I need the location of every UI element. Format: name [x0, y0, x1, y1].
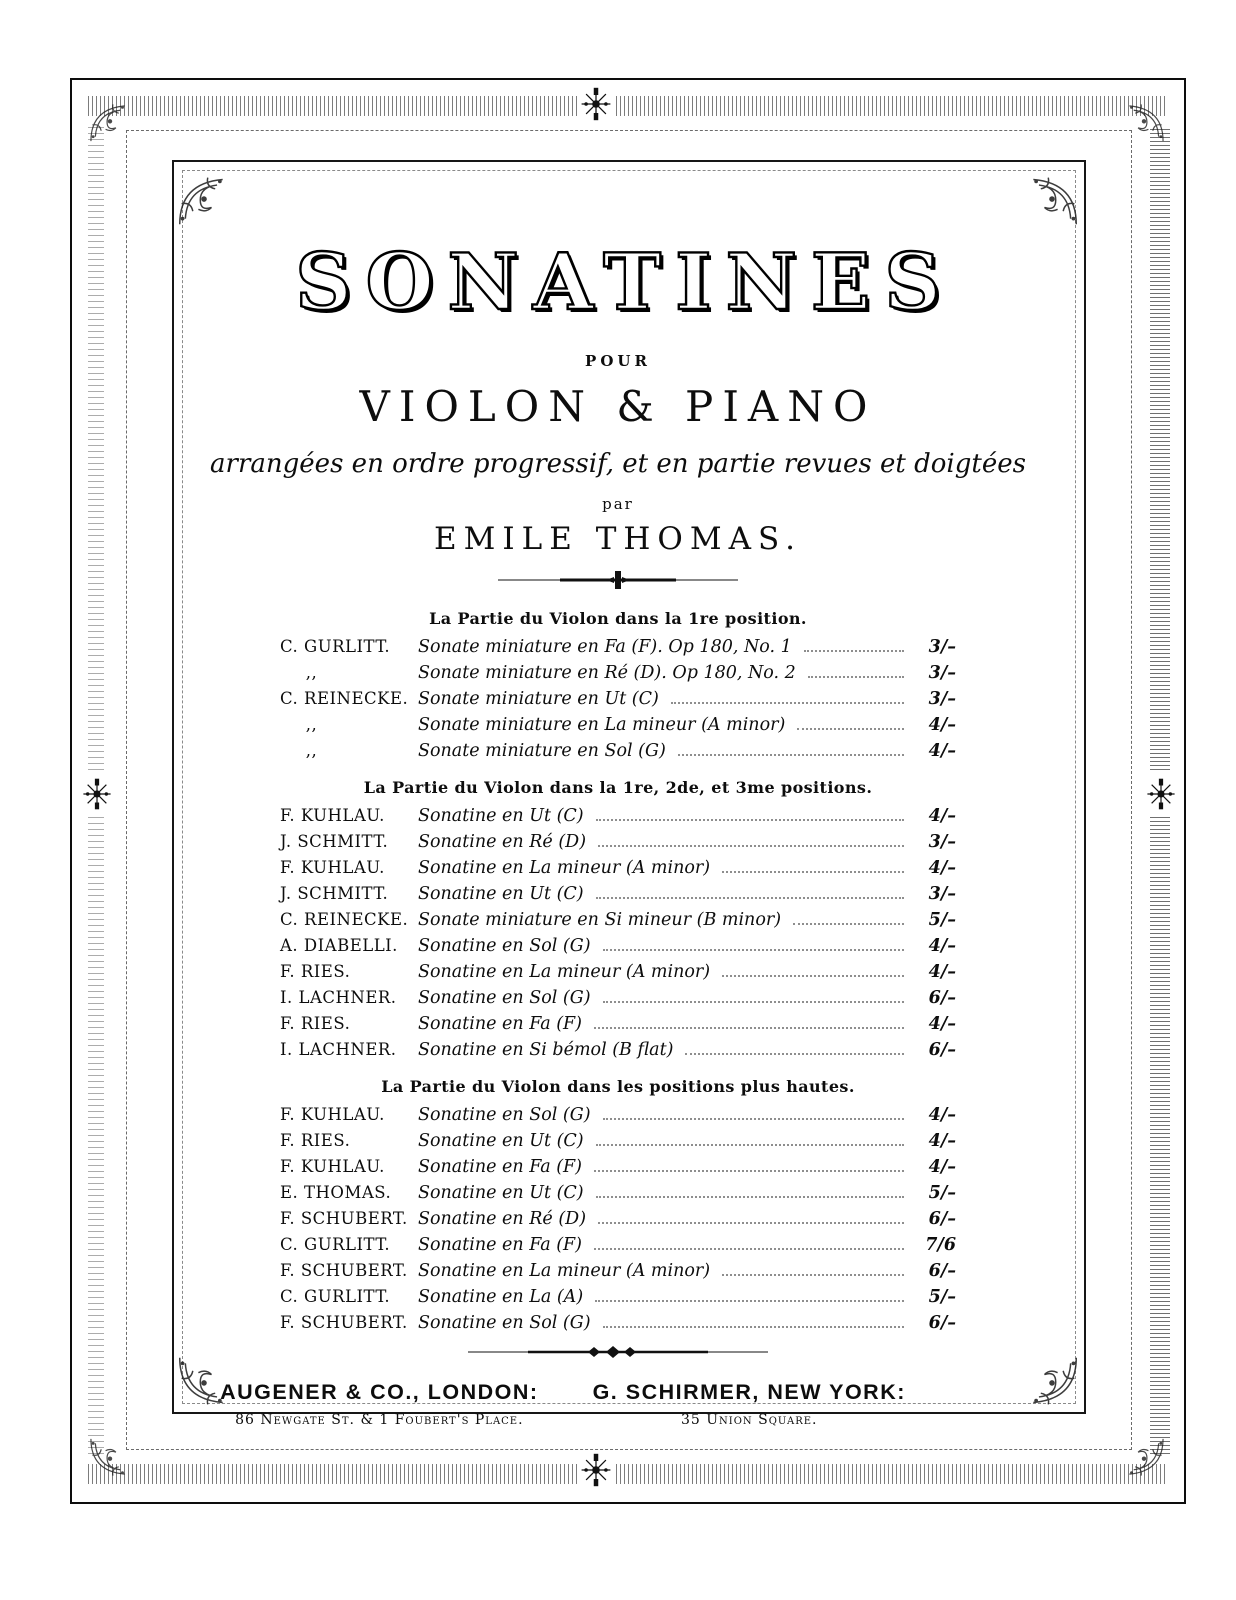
composer-name: F. KUHLAU. — [280, 1157, 385, 1176]
work-title: Sonatine en Ré (D) — [418, 1209, 587, 1229]
publisher-london — [220, 1380, 538, 1428]
price: 3/– — [928, 884, 956, 904]
work-title: Sonatine en La mineur (A minor) — [418, 962, 711, 982]
dotted-leader — [804, 650, 904, 652]
dotted-leader — [722, 975, 904, 977]
composer-name: C. GURLITT. — [280, 1287, 391, 1306]
dotted-leader — [722, 871, 904, 873]
publisher-name: G. SCHIRMER, NEW YORK: — [592, 1380, 906, 1404]
subtitle: arrangées en ordre progressif, et en partie revues et doigtées — [210, 449, 1026, 479]
composer-name: E. THOMAS. — [280, 1183, 392, 1202]
catalog-row — [280, 686, 956, 712]
price: 4/– — [928, 936, 956, 956]
price: 5/– — [928, 1287, 956, 1307]
dotted-leader — [678, 754, 904, 756]
composer-name: F. SCHUBERT. — [280, 1261, 408, 1280]
work-title: Sonate miniature en Fa (F). Op 180, No. 1 — [418, 637, 792, 657]
composer-name: J. SCHMITT. — [280, 884, 389, 903]
dotted-leader — [594, 1248, 904, 1250]
catalog-row — [280, 1102, 956, 1128]
starburst-ornament-icon — [578, 1452, 614, 1488]
work-title: Sonatine en Si bémol (B flat) — [418, 1040, 674, 1060]
catalog-row — [280, 1206, 956, 1232]
arranger-name: EMILE THOMAS. — [434, 521, 802, 557]
dotted-leader — [594, 1170, 904, 1172]
work-title: Sonatine en Fa (F) — [418, 1235, 582, 1255]
catalog-row — [280, 1037, 956, 1063]
catalog-row — [280, 907, 956, 933]
catalog-row — [280, 881, 956, 907]
composer-name: I. LACHNER. — [280, 1040, 397, 1059]
dotted-leader — [793, 923, 904, 925]
starburst-ornament-icon — [578, 86, 614, 122]
price: 6/– — [928, 1261, 956, 1281]
price: 4/– — [928, 858, 956, 878]
work-title: Sonatine en Sol (G) — [418, 1313, 591, 1333]
composer-name: F. RIES. — [280, 962, 351, 981]
catalog-row — [280, 1232, 956, 1258]
cross-divider-icon — [498, 569, 738, 595]
work-title: Sonatine en Sol (G) — [418, 1105, 591, 1125]
price: 3/– — [928, 637, 956, 657]
composer-name: I. LACHNER. — [280, 988, 397, 1007]
composer-name: ,, — [280, 741, 318, 760]
par-label: par — [602, 495, 634, 513]
dotted-leader — [594, 1027, 904, 1029]
price: 4/– — [928, 1014, 956, 1034]
catalog-row — [280, 1258, 956, 1284]
composer-name: C. GURLITT. — [280, 637, 391, 656]
catalog — [280, 609, 956, 1336]
work-title: Sonate miniature en Sol (G) — [418, 741, 666, 761]
price: 4/– — [928, 1157, 956, 1177]
publisher-name: AUGENER & CO., LONDON: — [220, 1380, 539, 1404]
catalog-row — [280, 712, 956, 738]
dotted-leader — [596, 1144, 904, 1146]
composer-name: ,, — [280, 663, 318, 682]
work-title: Sonatine en Fa (F) — [418, 1157, 582, 1177]
dotted-leader — [598, 845, 904, 847]
catalog-row — [280, 1128, 956, 1154]
work-title: Sonatine en Ré (D) — [418, 832, 587, 852]
corner-flourish-icon — [176, 172, 232, 232]
catalog-row — [280, 933, 956, 959]
catalog-row — [280, 1284, 956, 1310]
composer-name: F. SCHUBERT. — [280, 1209, 408, 1228]
dotted-leader — [595, 1300, 904, 1302]
composer-name: F. RIES. — [280, 1014, 351, 1033]
hatched-band-bottom — [88, 1464, 1168, 1484]
composer-name: A. DIABELLI. — [280, 936, 398, 955]
catalog-row — [280, 829, 956, 855]
section-header: La Partie du Violon dans la 1re, 2de, et 3me positions. — [363, 778, 873, 797]
composer-name: F. KUHLAU. — [280, 806, 385, 825]
price: 6/– — [928, 1209, 956, 1229]
price: 4/– — [928, 741, 956, 761]
catalog-row — [280, 959, 956, 985]
composer-name: J. SCHMITT. — [280, 832, 389, 851]
publisher-newyork — [593, 1380, 906, 1428]
publisher-address: 86 Newgate St. & 1 Foubert's Place. — [235, 1412, 524, 1428]
price: 6/– — [928, 1313, 956, 1333]
catalog-row — [280, 1154, 956, 1180]
composer-name: C. REINECKE. — [280, 910, 409, 929]
work-title: Sonatine en Ut (C) — [418, 1183, 584, 1203]
dotted-leader — [603, 949, 904, 951]
publishers — [0, 1380, 1126, 1428]
catalog-row — [280, 1011, 956, 1037]
dotted-leader — [603, 1118, 904, 1120]
catalog-row — [280, 803, 956, 829]
work-title: Sonate miniature en Si mineur (B minor) — [418, 910, 782, 930]
dotted-leader — [598, 1222, 904, 1224]
work-title: Sonatine en La mineur (A minor) — [418, 1261, 711, 1281]
composer-name: C. REINECKE. — [280, 689, 409, 708]
price: 4/– — [928, 806, 956, 826]
work-title: Sonatine en Ut (C) — [418, 806, 584, 826]
corner-flourish-icon — [1024, 172, 1080, 232]
dotted-leader — [596, 897, 904, 899]
dotted-leader — [596, 819, 904, 821]
catalog-row — [280, 1180, 956, 1206]
work-title: Sonate miniature en Ut (C) — [418, 689, 659, 709]
price: 4/– — [928, 715, 956, 735]
price: 3/– — [928, 832, 956, 852]
work-title: Sonatine en Ut (C) — [418, 884, 584, 904]
price: 3/– — [928, 663, 956, 683]
price: 7/6 — [925, 1235, 956, 1255]
price: 6/– — [928, 1040, 956, 1060]
price: 5/– — [928, 910, 956, 930]
price: 6/– — [928, 988, 956, 1008]
instrumentation-title: VIOLON & PIANO — [359, 382, 877, 431]
work-title: Sonate miniature en Ré (D). Op 180, No. 2 — [418, 663, 796, 683]
dotted-leader — [603, 1001, 904, 1003]
composer-name: F. KUHLAU. — [280, 1105, 385, 1124]
composer-name: C. GURLITT. — [280, 1235, 391, 1254]
work-title: Sonatine en Ut (C) — [418, 1131, 584, 1151]
section-header: La Partie du Violon dans la 1re position. — [429, 609, 807, 628]
work-title: Sonatine en La (A) — [418, 1287, 584, 1307]
corner-flourish-icon — [1122, 100, 1166, 148]
price: 4/– — [928, 962, 956, 982]
catalog-row — [280, 738, 956, 764]
catalog-row — [280, 634, 956, 660]
catalog-row — [280, 1310, 956, 1336]
composer-name: F. KUHLAU. — [280, 858, 385, 877]
work-title: Sonatine en Sol (G) — [418, 988, 591, 1008]
dotted-leader — [596, 1196, 904, 1198]
catalog-row — [280, 660, 956, 686]
hatched-band-top — [88, 96, 1168, 116]
dotted-leader — [797, 728, 904, 730]
catalog-row — [280, 855, 956, 881]
composer-name: F. RIES. — [280, 1131, 351, 1150]
price: 3/– — [928, 689, 956, 709]
price: 5/– — [928, 1183, 956, 1203]
price: 4/– — [928, 1131, 956, 1151]
diamond-divider-icon — [468, 1344, 768, 1364]
corner-flourish-icon — [88, 100, 132, 148]
work-title: Sonate miniature en La mineur (A minor) — [418, 715, 786, 735]
dotted-leader — [671, 702, 904, 704]
main-title: SONATINES — [295, 237, 955, 328]
work-title: Sonatine en La mineur (A minor) — [418, 858, 711, 878]
pour-label: POUR — [585, 352, 651, 370]
section-header: La Partie du Violon dans les positions plus hautes. — [381, 1077, 855, 1096]
work-title: Sonatine en Sol (G) — [418, 936, 591, 956]
corner-flourish-icon — [1122, 1432, 1166, 1480]
publisher-address: 35 Union Square. — [680, 1412, 818, 1428]
catalog-row — [280, 985, 956, 1011]
dotted-leader — [603, 1326, 904, 1328]
price: 4/– — [928, 1105, 956, 1125]
page-content — [0, 237, 1236, 1428]
work-title: Sonatine en Fa (F) — [418, 1014, 582, 1034]
dotted-leader — [685, 1053, 904, 1055]
corner-flourish-icon — [88, 1432, 132, 1480]
composer-name: ,, — [280, 715, 318, 734]
dotted-leader — [722, 1274, 904, 1276]
dotted-leader — [808, 676, 904, 678]
composer-name: F. SCHUBERT. — [280, 1313, 408, 1332]
